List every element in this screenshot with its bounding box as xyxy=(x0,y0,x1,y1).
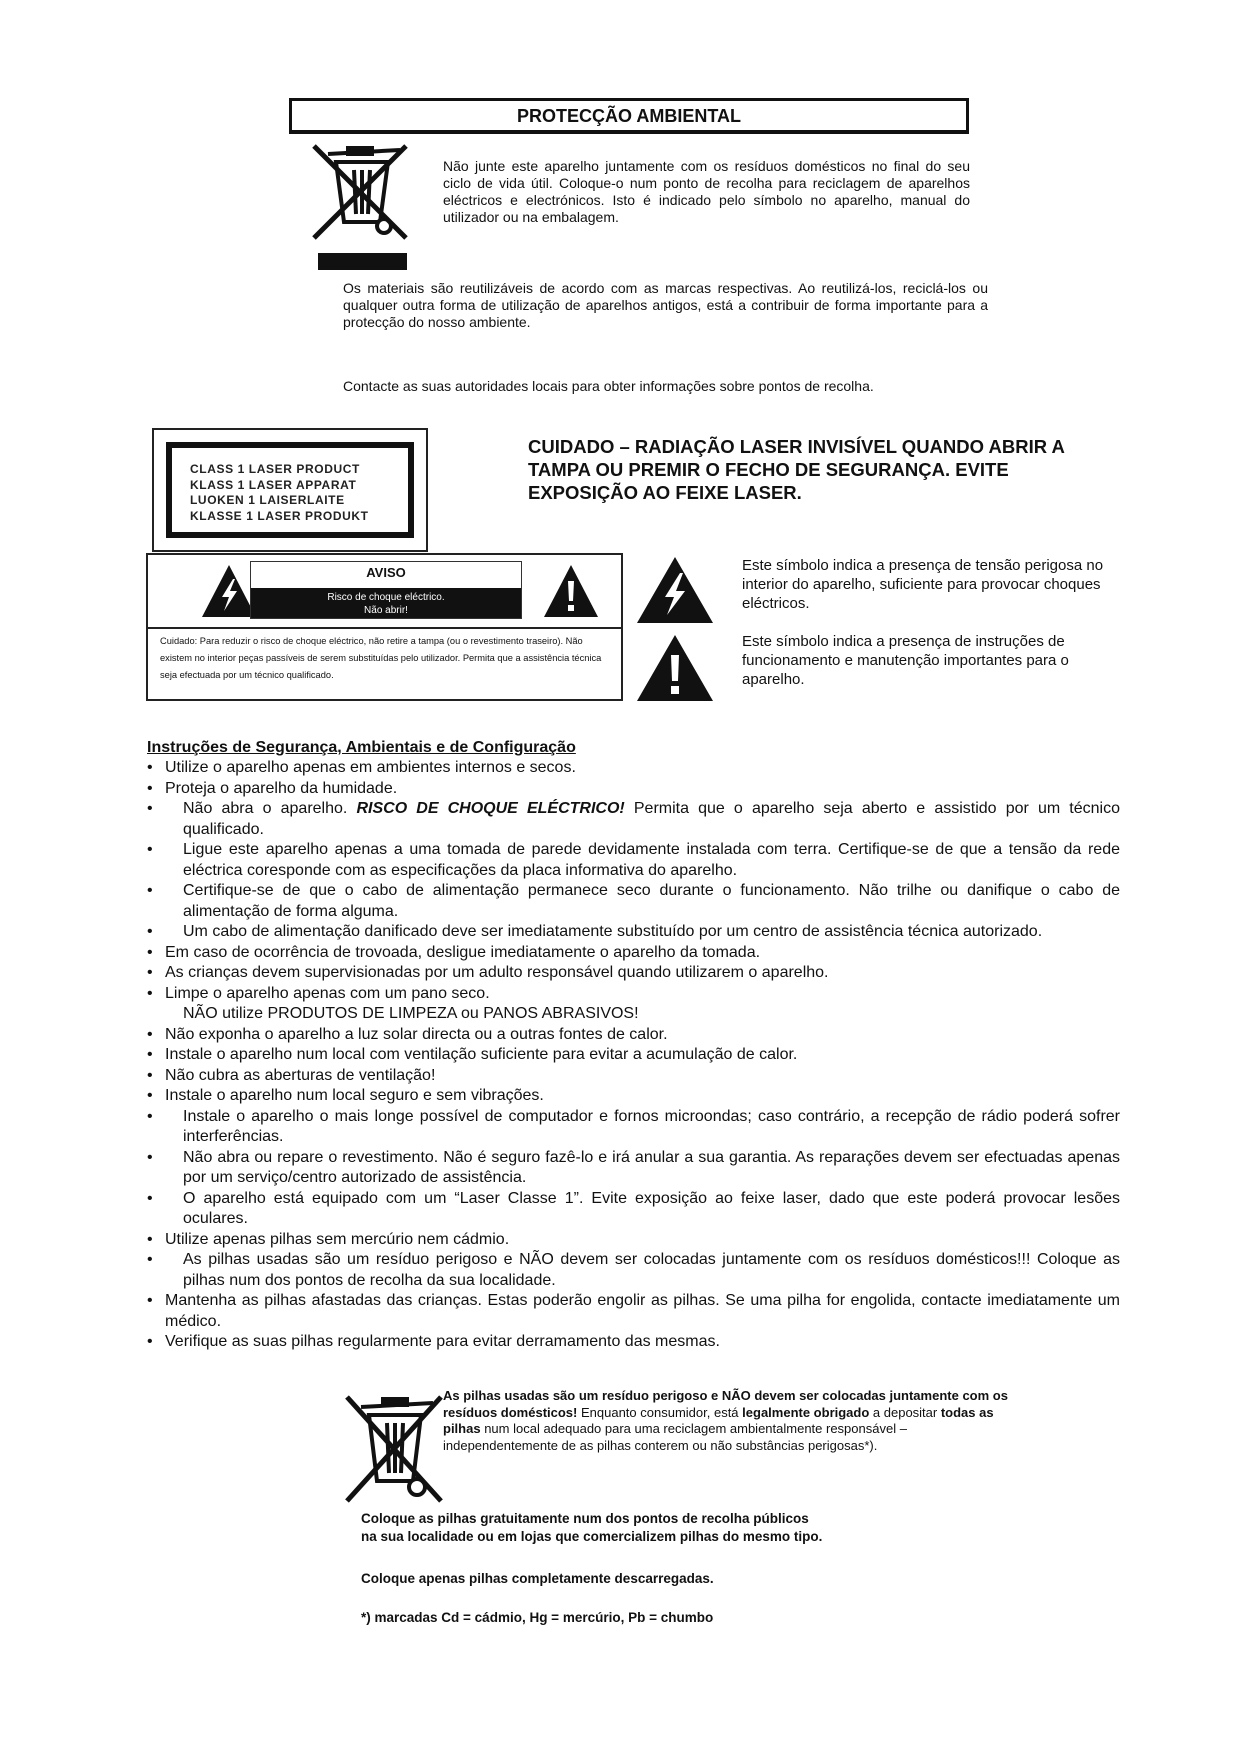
item-text: Utilize o aparelho apenas em ambientes internos e secos. xyxy=(165,759,576,776)
safety-heading: Instruções de Segurança, Ambientais e de Configuração xyxy=(147,739,576,756)
battery-collection-line-1: Coloque as pilhas gratuitamente num dos pontos de recolha públicos xyxy=(361,1511,809,1526)
bin-underline-bar xyxy=(318,253,407,270)
item-text: Instale o aparelho num local seguro e sem vibrações. xyxy=(165,1087,544,1104)
laser-caution-text: CUIDADO – RADIAÇÃO LASER INVISÍVEL QUANDO ABRIR A TAMPA OU PREMIR O FECHO DE SEGURANÇA. EVITE EXPOSIÇÃO AO FEIXE LASER. xyxy=(528,436,1065,503)
laser-class-label xyxy=(152,428,428,552)
bullet: • xyxy=(147,882,153,899)
bullet: • xyxy=(147,1025,153,1043)
list-item xyxy=(147,840,1120,881)
item-text: Não cubra as aberturas de ventilação! xyxy=(165,1066,436,1084)
bullet: • xyxy=(147,984,153,1002)
bullet: • xyxy=(147,1148,153,1166)
battery-discharged-text: Coloque apenas pilhas completamente descarregadas. xyxy=(361,1571,714,1586)
item-text: Mantenha as pilhas afastadas das crianças. Estas poderão engolir as pilhas. Se uma pilha for engolida, contacte imediatamente um médico. xyxy=(165,1292,1120,1330)
list-item xyxy=(147,758,1120,779)
list-item xyxy=(147,963,1120,984)
list-item xyxy=(147,1291,1120,1332)
list-item xyxy=(147,1148,1120,1189)
bullet: • xyxy=(147,1251,153,1268)
list-item xyxy=(147,943,1120,964)
bullet: • xyxy=(147,1107,153,1125)
list-item xyxy=(147,1045,1120,1066)
crossed-bin-icon xyxy=(308,142,412,242)
bullet: • xyxy=(147,779,153,797)
battery-text-part: num local adequado para uma reciclagem ambientalmente responsável – independentemente de as pilhas conterem ou não substâncias perigosas*). xyxy=(443,1421,907,1453)
voltage-symbol-description: Este símbolo indica a presença de tensão perigosa no interior do aparelho, suficiente para provocar choques eléctricos. xyxy=(742,557,1104,612)
battery-collection-line-2: na sua localidade ou em lojas que comercializem pilhas do mesmo tipo. xyxy=(361,1529,823,1544)
environment-paragraph-2: Os materiais são reutilizáveis de acordo com as marcas respectivas. Ao reutilizá-los, reciclá-los ou qualquer outra forma de utilização de aparelhos antigos, está a contribuir de forma importante para a protecção do nosso ambiente. xyxy=(343,280,988,330)
bullet: • xyxy=(147,1230,153,1248)
item-text: Certifique-se de que o cabo de alimentação permanece seco durante o funcionamento. Não trilhe ou danifique o cabo de alimentação de forma alguma. xyxy=(183,882,1120,920)
battery-text-part: Enquanto consumidor, está xyxy=(577,1404,743,1420)
battery-warning-bold: As pilhas usadas são um resíduo perigoso e NÃO devem ser colocadas juntamente com os resíduos domésticos! xyxy=(443,1388,1008,1420)
exclamation-warning-icon xyxy=(542,563,600,619)
item-text: Ligue este aparelho apenas a uma tomada de parede devidamente instalada com terra. Certifique-se de que a tensão da rede eléctrica coresponde com as especificações da placa informativa do aparelho. xyxy=(183,841,1120,879)
laser-line-1: CLASS 1 LASER PRODUCT xyxy=(190,462,360,476)
item-text: Não abra o aparelho. xyxy=(183,800,357,817)
item-text: Permita que o aparelho seja aberto e assistido por um técnico qualificado. xyxy=(183,800,1120,838)
list-item xyxy=(147,922,1120,943)
list-item xyxy=(147,1107,1120,1148)
item-text: Um cabo de alimentação danificado deve ser imediatamente substituído por um centro de assistência técnica autorizado. xyxy=(183,923,1043,940)
laser-line-3: LUOKEN 1 LAISERLAITE xyxy=(190,493,345,507)
item-text: Utilize apenas pilhas sem mercúrio nem cádmio. xyxy=(165,1230,510,1248)
exclamation-symbol-icon xyxy=(635,633,715,703)
aviso-warning-label xyxy=(146,553,623,701)
bullet: • xyxy=(147,943,153,961)
aviso-black-line-1: Risco de choque eléctrico. xyxy=(327,592,445,603)
list-item xyxy=(147,1025,1120,1046)
crossed-bin-battery-icon xyxy=(343,1393,445,1505)
battery-text-bold: legalmente obrigado xyxy=(742,1404,870,1420)
bullet: • xyxy=(147,964,153,981)
list-item-continuation xyxy=(147,1004,1120,1025)
list-item xyxy=(147,1230,1120,1251)
item-text: Proteja o aparelho da humidade. xyxy=(165,779,398,797)
item-text: Não abra ou repare o revestimento. Não é seguro fazê-lo e irá anular a sua garantia. As reparações devem ser efectuadas apenas por um serviço/centro autorizado de assistência. xyxy=(183,1148,1120,1186)
item-text: Verifique as suas pilhas regularmente para evitar derramamento das mesmas. xyxy=(165,1333,720,1350)
aviso-center-label xyxy=(250,561,522,619)
laser-line-4: KLASSE 1 LASER PRODUKT xyxy=(190,508,369,523)
aviso-divider xyxy=(148,627,621,629)
item-text: As crianças devem supervisionadas por um adulto responsável quando utilizarem o aparelho. xyxy=(165,964,829,981)
list-item xyxy=(147,1189,1120,1230)
bullet: • xyxy=(147,923,153,940)
bullet: • xyxy=(147,800,153,817)
item-text: NÃO utilize PRODUTOS DE LIMPEZA ou PANOS ABRASIVOS! xyxy=(183,1005,639,1022)
bullet: • xyxy=(147,1333,153,1350)
instructions-symbol-description: Este símbolo indica a presença de instruções de funcionamento e manutenção importantes para o aparelho. xyxy=(742,633,1069,688)
list-item xyxy=(147,1250,1120,1291)
bullet: • xyxy=(147,1087,153,1104)
item-text: As pilhas usadas são um resíduo perigoso e NÃO devem ser colocadas juntamente com os resíduos domésticos!!! Coloque as pilhas num dos pontos de recolha da sua localidade. xyxy=(183,1251,1120,1289)
list-item xyxy=(147,1086,1120,1107)
list-item xyxy=(147,779,1120,800)
bullet: • xyxy=(147,1189,153,1207)
battery-collection-text xyxy=(361,1510,1061,1546)
bullet: • xyxy=(147,759,153,776)
laser-line-2: KLASS 1 LASER APPARAT xyxy=(190,477,357,492)
aviso-heading: AVISO xyxy=(366,565,406,580)
environment-paragraph-1: Não junte este aparelho juntamente com os resíduos domésticos no final do seu ciclo de vida útil. Coloque-o num ponto de recolha para reciclagem de aparelhos eléctricos e electrónicos. Isto é indicado pelo símbolo no aparelho, manual do utilizador ou na embalagem. xyxy=(443,158,970,225)
bullet: • xyxy=(147,1066,153,1084)
safety-list xyxy=(147,758,1120,1353)
list-item xyxy=(147,881,1120,922)
battery-footnote: *) marcadas Cd = cádmio, Hg = mercúrio, Pb = chumbo xyxy=(361,1610,714,1625)
item-text: Não exponha o aparelho a luz solar directa ou a outras fontes de calor. xyxy=(165,1025,668,1043)
item-text: O aparelho está equipado com um “Laser Classe 1”. Evite exposição ao feixe laser, dado que este poderá provocar lesões oculares. xyxy=(183,1189,1120,1227)
bullet: • xyxy=(147,1046,153,1063)
battery-disposal-text xyxy=(443,1388,1013,1454)
item-text: Instale o aparelho num local com ventilação suficiente para evitar a acumulação de calor. xyxy=(165,1046,798,1063)
battery-text-part: a depositar xyxy=(869,1404,941,1420)
list-item xyxy=(147,1332,1120,1353)
item-text: Limpe o aparelho apenas com um pano seco. xyxy=(165,984,490,1002)
item-text: Instale o aparelho o mais longe possível de computador e fornos microondas; caso contrário, a recepção de rádio poderá sofrer interferências. xyxy=(183,1107,1120,1145)
aviso-small-text: Cuidado: Para reduzir o risco de choque eléctrico, não retire a tampa (ou o revestimento traseiro). Não existem no interior peças passíveis de serem substituídas pelo utilizador. Permita que a assistência técnica seja efectuada por um técnico qualificado. xyxy=(160,636,602,680)
bullet: • xyxy=(147,1292,153,1309)
aviso-black-band xyxy=(251,588,521,618)
environment-paragraph-3: Contacte as suas autoridades locais para obter informações sobre pontos de recolha. xyxy=(343,378,874,394)
item-text: Em caso de ocorrência de trovoada, desligue imediatamente o aparelho da tomada. xyxy=(165,943,761,961)
item-text-emphasis: RISCO DE CHOQUE ELÉCTRICO! xyxy=(356,800,625,817)
list-item xyxy=(147,1066,1120,1087)
list-item xyxy=(147,799,1120,840)
section-title-environment: PROTECÇÃO AMBIENTAL xyxy=(289,98,969,134)
lightning-symbol-icon xyxy=(635,555,715,625)
aviso-black-line-2: Não abrir! xyxy=(364,605,408,616)
bullet: • xyxy=(147,841,153,858)
list-item xyxy=(147,984,1120,1005)
battery-text-bold: todas as pilhas xyxy=(443,1404,994,1436)
